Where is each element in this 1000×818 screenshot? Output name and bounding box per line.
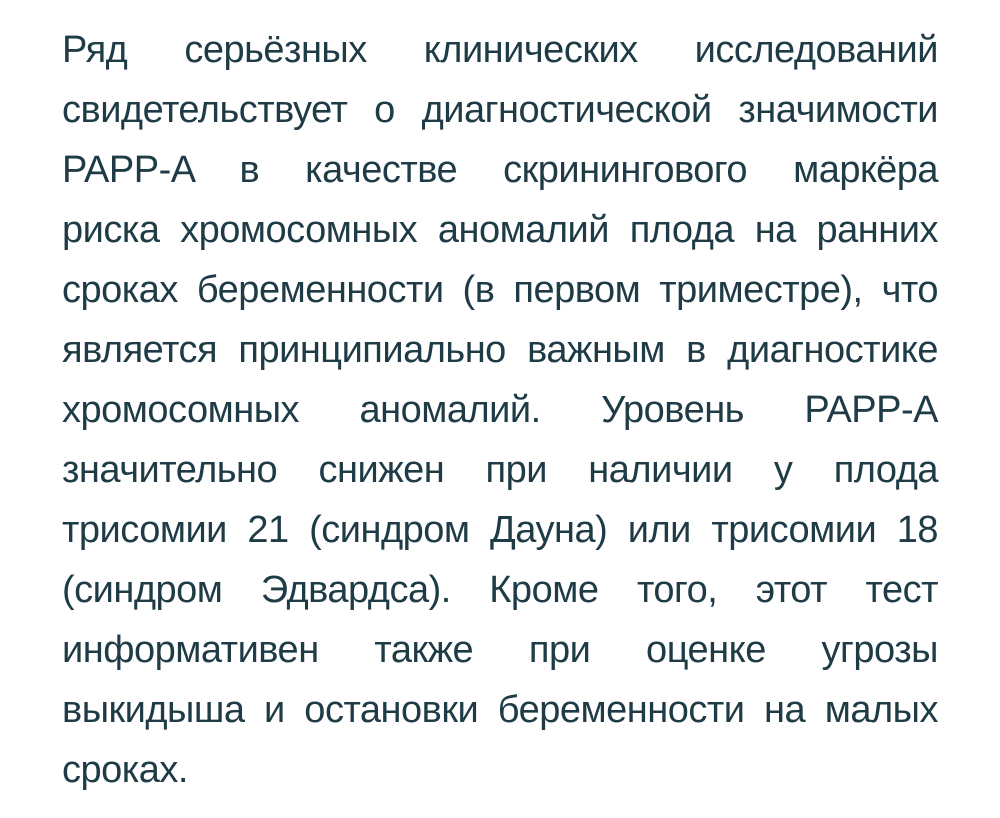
text-line: является принципиально важным в диагностике: [62, 329, 938, 371]
text-line: свидетельствует о диагностической значимости: [62, 89, 938, 131]
text-line: значительно снижен при наличии у плода: [62, 449, 938, 491]
text-line: (синдром Эдвардса). Кроме того, этот тест: [62, 569, 938, 611]
text-line: выкидыша и остановки беременности на малых: [62, 689, 938, 731]
text-line: PAPP-A в качестве скринингового маркёра: [62, 149, 938, 191]
text-line: хромосомных аномалий. Уровень PAPP-A: [62, 389, 938, 431]
text-line: риска хромосомных аномалий плода на ранних: [62, 209, 938, 251]
text-line: Ряд серьёзных клинических исследований: [62, 29, 938, 71]
article-paragraph: [62, 20, 938, 800]
text-line: сроках.: [62, 749, 188, 791]
text-line: информативен также при оценке угрозы: [62, 629, 938, 671]
text-line: трисомии 21 (синдром Дауна) или трисомии 18: [62, 509, 938, 551]
text-line: сроках беременности (в первом триместре), что: [62, 269, 938, 311]
